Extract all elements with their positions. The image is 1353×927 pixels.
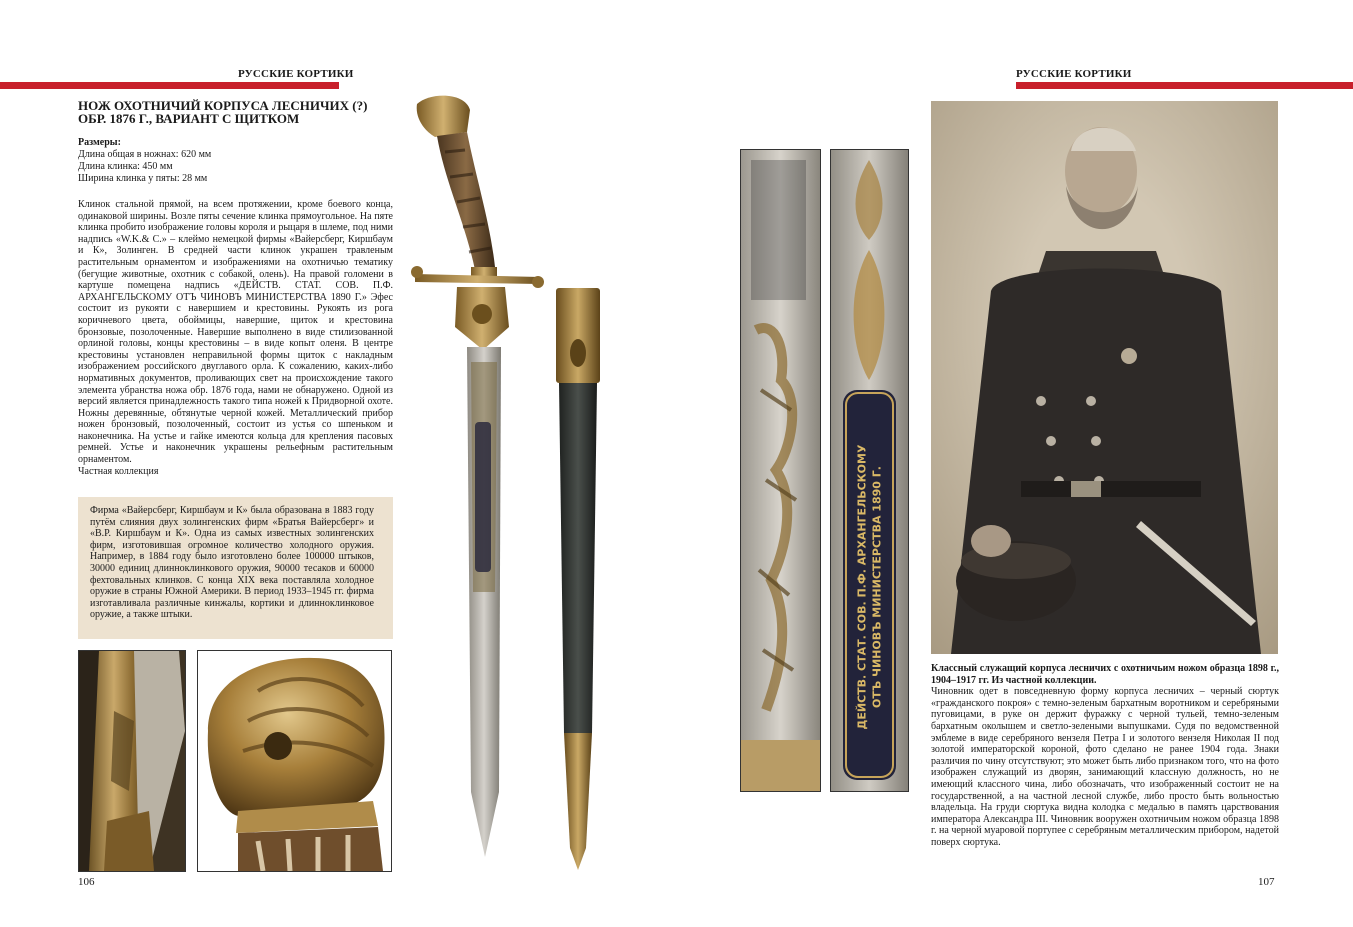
scabbard-photo <box>552 288 604 870</box>
forester-portrait-illustration <box>931 101 1278 654</box>
right-section-title: РУССКИЕ КОРТИКИ <box>1016 68 1132 80</box>
scabbard-illustration <box>552 288 604 870</box>
blade-heel-illustration <box>79 651 185 871</box>
detail-photo-blade-heel <box>78 650 186 872</box>
left-page-number: 106 <box>78 876 95 888</box>
collection-note: Частная коллекция <box>78 465 159 477</box>
hunting-knife-illustration <box>405 92 545 867</box>
heading-line-1: НОЖ ОХОТНИЧИЙ КОРПУСА ЛЕСНИЧИХ (?) <box>78 98 368 113</box>
left-section-title: РУССКИЕ КОРТИКИ <box>238 68 354 80</box>
caption-title: Классный служащий корпуса лесничих с охотничьим ножом образца 1898 г., 1904–1917 гг. Из частной коллекции. <box>931 663 1279 686</box>
right-page-number: 107 <box>1258 876 1275 888</box>
dimension-total-length: Длина общая в ножнах: 620 мм <box>78 149 212 160</box>
dimension-blade-width: Ширина клинка у пяты: 28 мм <box>78 173 208 184</box>
sidebar-note <box>78 497 393 639</box>
page-heading <box>78 99 378 125</box>
description-paragraph: Клинок стальной прямой, на всем протяжении, кроме боевого конца, одинаковой ширины. Возле пяты сечение клинка прямоугольное. На пяте клинка пробито изображение головы короля и рыцаря в шлеме, под ними надпись «W.K.& C.» – клеймо немецкой фирмы «Вайерсберг, Киршбаум и К», Золинген. В средней части клинок украшен травленым растительным орнаментом и изображениями на охотничью тематику (бегущие животные, охотник с собакой, олень). На правой голомени в картуше помещена надпись «ДЕЙСТВ. СТАТ. СОВ. П.Ф. АРХАНГЕЛЬСКОМУ ОТЪ ЧИНОВЪ МИНИСТЕРСТВА 1890 Г.» Эфес состоит из рукояти с навершием и крестовины. Рукоять из рога коричневого цвета, обоймицы, навершие, щиток и крестовина бронзовые, позолоченные. Навершие выполнено в виде стилизованной орлиной головы, концы крестовины – в виде копыт оленя. В центре крестовины установлен неправильной формы щиток с накладным изображением российского двуглавого орла. К сожалению, каких-либо нормативных документов, проливающих свет на происхождение такого элемента убранства ножа обр. 1876 года, нами не обнаружено. Одной из версий является принадлежность такого типа ножей к Придворной охоте. Ножны деревянные, обтянутые черной кожей. Металлический прибор ножен бронзовый, позолоченный, состоит из устья со шпеньком и наконечника. На устье и гайке имеются кольца для крепления пасовых ремней. Устье и наконечник украшены рельефным растительным орнаментом. <box>78 199 393 466</box>
eagle-pommel-illustration <box>198 651 391 871</box>
blade-detail-strip-2 <box>830 149 909 792</box>
etched-blade-illustration <box>741 150 820 791</box>
description-text <box>78 199 393 477</box>
blade-inscription <box>831 400 908 774</box>
portrait-photo <box>931 101 1278 654</box>
blade-inscription-line-2: ОТЪ ЧИНОВЪ МИНИСТЕРСТВА 1890 Г. <box>870 466 884 708</box>
knife-photo <box>405 92 545 867</box>
dimension-blade-length: Длина клинка: 450 мм <box>78 161 173 172</box>
blade-inscription-line-1: ДЕЙСТВ. СТАТ. СОВ. П.Ф. АРХАНГЕЛЬСКОМУ <box>855 444 869 730</box>
left-header-bar <box>0 82 339 89</box>
heading-line-2: ОБР. 1876 Г., ВАРИАНТ С ЩИТКОМ <box>78 111 300 126</box>
dimensions-block <box>78 137 378 185</box>
caption-body: Чиновник одет в повседневную форму корпуса лесничих – черный сюртук «гражданского покроя» с темно-зеленым бархатным воротником и серебряными пуговицами, в руке он держит фуражку с черной тульей, темно-зеленым бархатным околышем и светло-зелеными выпушками. Судя по ведомственной эмблеме в виде серебряного вензеля Петра I и золотого вензеля Николая II под золотой императорской короной, фото сделано не ранее 1904 года. Знаки различия по чину отсутствуют; это может быть либо признаком того, что на фото изображен служащий из дворян, занимающий классную должность, но не имеющий классного чина, либо обозначать, что изображенный состоит не на государственной, а на частной лесной службе, либо просто быть вольностью владельца. На груди сюртука видна колодка с медалью в память царствования императора Александра III. Чиновник вооружен охотничьим ножом образца 1898 г. на черной муаровой портупее с серебряным металлическим прибором, надетой поверх сюртука. <box>931 686 1279 848</box>
sidebar-text: Фирма «Вайерсберг, Киршбаум и К» была образована в 1883 году путём слияния двух золингенских фирм «Братья Вайерсберг» и «В.Р. Киршбаум и К». Одна из самых известных золингенских фирм, изготовившая огромное количество холодного оружия. Например, в 1884 году было изготовлено более 100000 штыков, 30000 единиц длинноклинкового оружия, 90000 тесаков и 60000 фехтовальных клинков. С конца XIX века поставляла холодное оружие в страны Южной Америки. В период 1933–1945 гг. фирма изготавливала различные кинжалы, кортики и длинноклинковое оружие, а также штыки. <box>90 505 374 621</box>
dimensions-label: Размеры: <box>78 137 121 148</box>
right-header-bar <box>1016 82 1353 89</box>
blade-detail-strip-1 <box>740 149 821 792</box>
photo-caption <box>931 663 1279 849</box>
detail-photo-eagle-pommel <box>197 650 392 872</box>
